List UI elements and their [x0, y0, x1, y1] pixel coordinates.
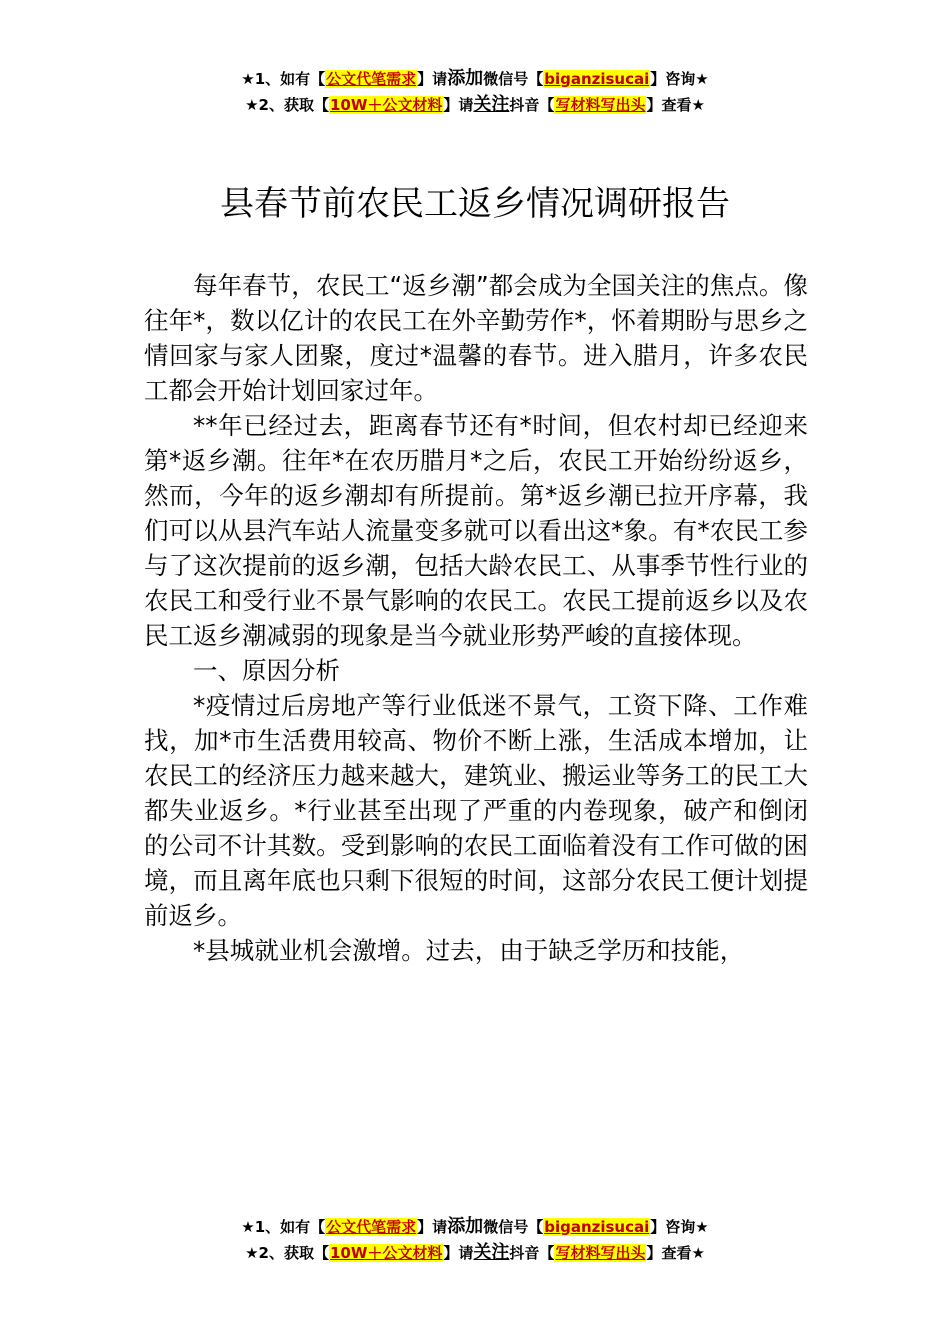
banner-text: 】咨询★: [650, 1218, 709, 1236]
banner-highlight: biganzisucai: [544, 1218, 650, 1236]
banner-text: 抖音【: [509, 1244, 555, 1262]
footer-banner: [0, 1214, 950, 1266]
section-heading: 一、原因分析: [193, 656, 340, 685]
banner-highlight: 写材料写出头: [555, 96, 646, 114]
banner-text: ★1、如有【: [241, 1218, 326, 1236]
banner-line-2: [0, 1240, 950, 1266]
banner-highlight: 写材料写出头: [555, 1244, 646, 1262]
paragraph: **年已经过去，距离春节还有*时间，但农村却已经迎来第*返乡潮。往年*在农历腊月*之后，农民工开始纷纷返乡，然而，今年的返乡潮却有所提前。第*返乡潮已拉开序幕，我们可以从县汽车站人流量变多就可以看出这*象。有*农民工参与了这次提前的返乡潮，包括大龄农民工、从事季节性行业的农民工和受行业不景气影响的农民工。农民工提前返乡以及农民工返乡潮减弱的现象是当今就业形势严峻的直接体现。: [144, 411, 808, 650]
banner-line-2: [0, 92, 950, 118]
paragraph: *县城就业机会激增。过去，由于缺乏学历和技能，: [193, 936, 745, 965]
banner-highlight: 10W＋公文材料: [329, 96, 443, 114]
banner-text: 微信号【: [483, 70, 544, 88]
document-body: [144, 268, 808, 968]
banner-text: 】查看★: [646, 1244, 705, 1262]
banner-line-1: [0, 1214, 950, 1240]
header-banner: [0, 66, 950, 118]
banner-emphasis: 关注: [473, 1242, 510, 1263]
banner-text: 】查看★: [646, 96, 705, 114]
banner-highlight: 公文代笔需求: [326, 70, 417, 88]
banner-text: 微信号【: [483, 1218, 544, 1236]
banner-emphasis: 添加: [447, 1216, 484, 1237]
banner-text: 】请: [417, 70, 448, 88]
banner-text: 】请: [443, 1244, 474, 1262]
banner-emphasis: 添加: [447, 68, 484, 89]
banner-text: ★2、获取【: [245, 96, 329, 114]
paragraph: *疫情过后房地产等行业低迷不景气，工资下降、工作难找，加*市生活费用较高、物价不断上涨，生活成本增加，让农民工的经济压力越来越大，建筑业、搬运业等务工的民工大都失业返乡。*行业甚至出现了严重的内卷现象，破产和倒闭的公司不计其数。受到影响的农民工面临着没有工作可做的困境，而且离年底也只剩下很短的时间，这部分农民工便计划提前返乡。: [144, 691, 808, 930]
banner-text: ★1、如有【: [241, 70, 326, 88]
banner-line-1: [0, 66, 950, 92]
banner-text: 】咨询★: [650, 70, 709, 88]
banner-text: ★2、获取【: [245, 1244, 329, 1262]
paragraph: 每年春节，农民工“返乡潮”都会成为全国关注的焦点。像往年*，数以亿计的农民工在外辛勤劳作*，怀着期盼与思乡之情回家与家人团聚，度过*温馨的春节。进入腊月，许多农民工都会开始计划回家过年。: [144, 271, 808, 405]
banner-emphasis: 关注: [473, 94, 510, 115]
banner-highlight: 10W＋公文材料: [329, 1244, 443, 1262]
banner-highlight: 公文代笔需求: [326, 1218, 417, 1236]
document-title: 县春节前农民工返乡情况调研报告: [220, 184, 730, 224]
banner-text: 】请: [443, 96, 474, 114]
banner-highlight: biganzisucai: [544, 70, 650, 88]
banner-text: 抖音【: [509, 96, 555, 114]
banner-text: 】请: [417, 1218, 448, 1236]
